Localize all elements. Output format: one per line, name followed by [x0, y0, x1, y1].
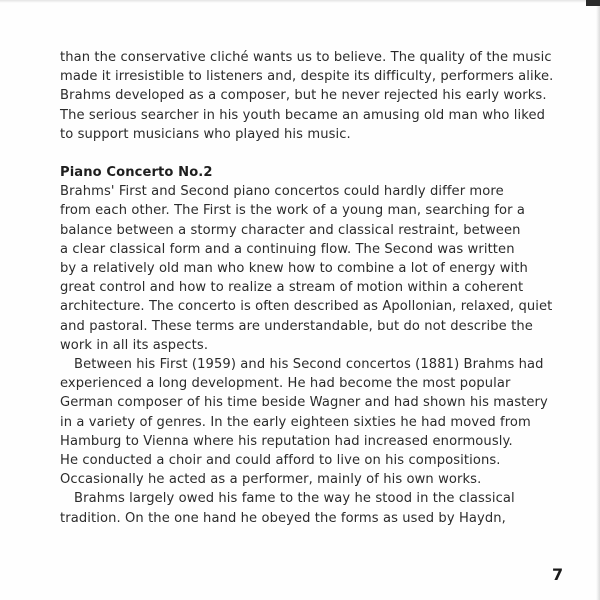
body-text — [60, 48, 560, 528]
page-number: 7 — [552, 565, 564, 584]
text-line: great control and how to realize a stream of motion within a coherent — [60, 280, 524, 296]
text-line: made it irresistible to listeners and, despite its difficulty, performers alike. — [60, 69, 554, 85]
text-line: Brahms' First and Second piano concertos could hardly differ more — [60, 184, 504, 200]
paragraph-gap — [60, 144, 560, 163]
corner-mark — [586, 0, 600, 6]
text-line: work in all its aspects. — [60, 337, 209, 353]
page-top-edge — [0, 0, 600, 3]
text-line: experienced a long development. He had become the most popular — [60, 376, 511, 392]
text-line: The serious searcher in his youth became an amusing old man who liked — [60, 107, 546, 123]
paragraph-2 — [60, 182, 560, 355]
paragraph-1 — [60, 48, 560, 144]
text-line: in a variety of genres. In the early eighteen sixties he had moved from — [60, 414, 531, 430]
paragraph-4 — [60, 489, 560, 527]
text-line: to support musicians who played his music. — [60, 126, 351, 142]
text-line: by a relatively old man who knew how to combine a lot of energy with — [60, 261, 528, 277]
text-line: and pastoral. These terms are understandable, but do not describe the — [60, 318, 533, 334]
text-line: a clear classical form and a continuing flow. The Second was written — [60, 241, 515, 257]
text-line: than the conservative cliché wants us to believe. The quality of the music — [60, 50, 552, 65]
text-line: He conducted a choir and could afford to live on his compositions. — [60, 453, 501, 469]
text-line: architecture. The concerto is often described as Apollonian, relaxed, quiet — [60, 299, 553, 315]
text-line: German composer of his time beside Wagner and had shown his mastery — [60, 395, 548, 411]
text-line: from each other. The First is the work of a young man, searching for a — [60, 203, 526, 219]
text-line: Between his First (1959) and his Second concertos (1881) Brahms had — [74, 357, 544, 373]
text-line: balance between a stormy character and classical restraint, between — [60, 222, 521, 238]
paragraph-3 — [60, 355, 560, 489]
text-line: Brahms developed as a composer, but he never rejected his early works. — [60, 88, 547, 104]
text-line: Occasionally he acted as a performer, mainly of his own works. — [60, 472, 482, 488]
text-line: tradition. On the one hand he obeyed the forms as used by Haydn, — [60, 510, 506, 526]
section-heading: Piano Concerto No.2 — [60, 165, 213, 181]
text-line: Brahms largely owed his fame to the way he stood in the classical — [74, 491, 515, 507]
page-right-edge — [596, 0, 600, 600]
text-line: Hamburg to Vienna where his reputation had increased enormously. — [60, 433, 513, 449]
